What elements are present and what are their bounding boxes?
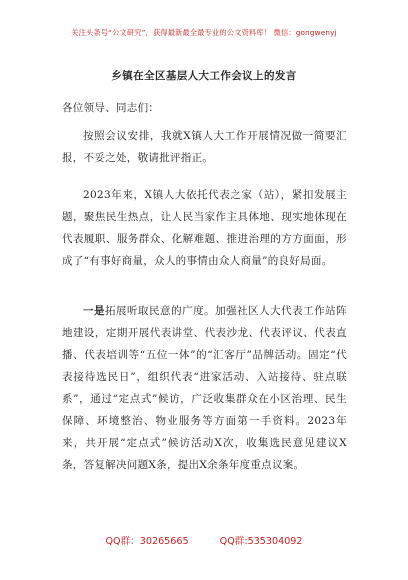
paragraph-point-one (62, 300, 347, 476)
footer-qq-group-1: QQ群：30265665 (105, 536, 189, 547)
footer-contacts (0, 533, 408, 547)
document-title: 乡镇在全区基层人大工作会议上的发言 (111, 70, 297, 82)
header-promo-note: 关注头条号“公文研究”，获得最新最全最专业的公文资料库！ 微信：gongwenyj (71, 28, 337, 37)
point-one-body: 拓展听取民意的广度。加强社区人大代表工作站阵地建设，定期开展代表讲堂、代表沙龙、代表评议、代表直播、代表培训等“五位一体”的“汇客厅”品牌活动。固定“代表接待选民日”，组织代表“进家活动、入站接待、驻点联系”，通过“定点式”候访，广泛收集群众在小区治理、民生保障、环境整治、物业服务等方面第一手资料。2023年来，共开展“定点式”候访活动X次，收集选民意见建议X条，答复解决问题X条，提出X余条年度重点议案。 (62, 305, 347, 471)
footer-qq-group-2: QQ群:535304092 (219, 536, 303, 547)
paragraph-overview: 2023年来，X镇人大依托代表之家（站），紧扣发展主题，聚焦民生热点，让人民当家作主具体地、现实地体现在代表履职、服务群众、化解难题、推进治理的方方面面，形成了“有事好商量，众人的事情由众人商量”的良好局面。 (62, 189, 347, 267)
salutation: 各位领导、同志们： (62, 102, 160, 114)
paragraph-intro: 按照会议安排，我就X镇人大工作开展情况做一简要汇报，不妥之处，敬请批评指正。 (62, 130, 347, 164)
point-one-lead: 一是 (83, 305, 106, 317)
